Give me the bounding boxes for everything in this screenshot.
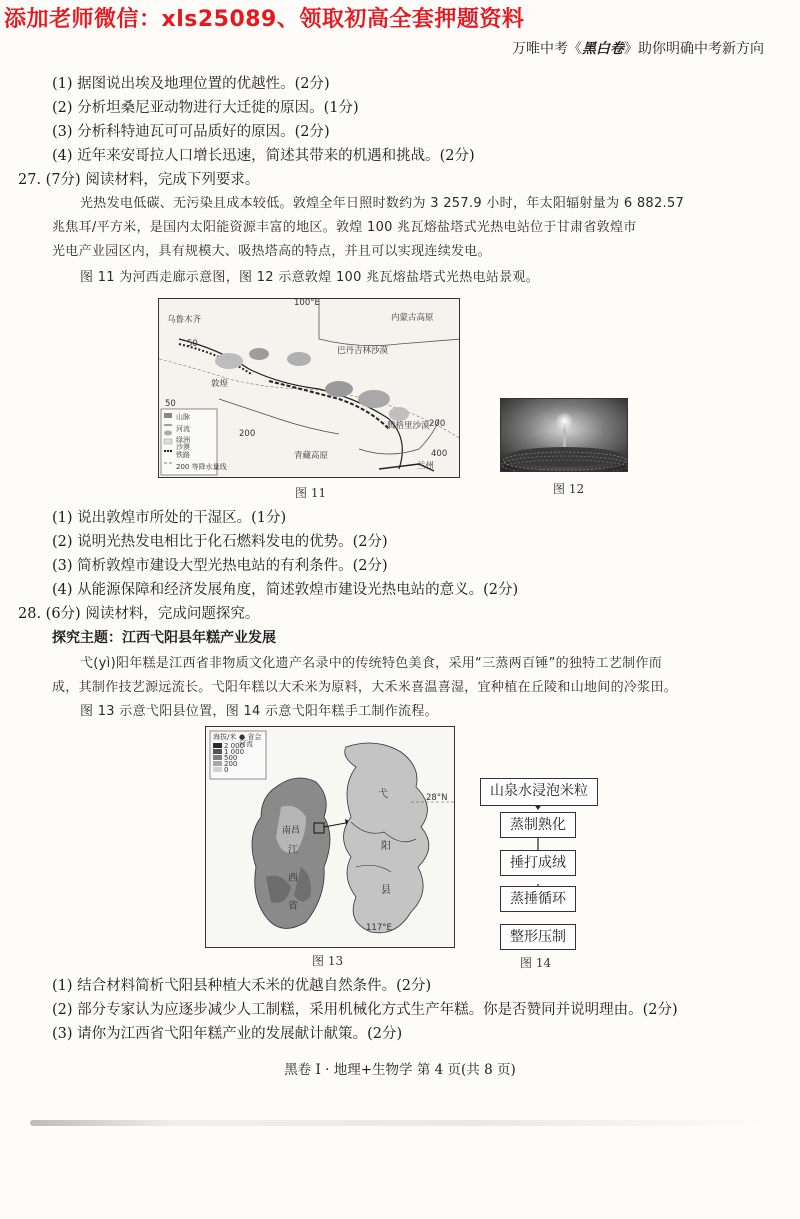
- map13-county-char: 县: [381, 885, 391, 896]
- jiangxi-map-drawing: [206, 727, 455, 948]
- figure-11-hexi-corridor-map: [158, 298, 460, 478]
- map13-province-char: 西: [288, 873, 298, 884]
- watermark-banner: 添加老师微信：xls25089、领取初高全套押题资料: [4, 7, 525, 32]
- map11-legend-item: 沙漠: [176, 443, 190, 451]
- map11-legend-item: 绿洲: [176, 436, 190, 444]
- scan-edge-shadow: [30, 1120, 770, 1126]
- q27-question-3: (3) 简析敦煌市建设大型光热电站的有利条件。(2分): [52, 558, 388, 574]
- map11-contour-label: 50: [187, 339, 198, 349]
- brand-name: 黑白卷: [582, 41, 624, 57]
- running-header-suffix: 》助你明确中考新方向: [624, 41, 764, 57]
- map13-city-label: 南昌: [282, 826, 301, 836]
- map11-legend-item: 河流: [176, 425, 190, 433]
- map11-region-label: 腾格里沙漠: [387, 421, 430, 431]
- map11-region-label: 巴丹吉林沙漠: [337, 346, 389, 356]
- map11-legend-item: 200 等降水量线: [176, 463, 227, 471]
- map13-legend-value: 500: [224, 754, 238, 762]
- flow-step-cycle: 蒸捶循环: [500, 886, 576, 912]
- map11-longitude-label: 100°E: [294, 298, 320, 308]
- figure-13-yiyang-location-map: [205, 726, 455, 948]
- map11-region-label: 青藏高原: [294, 451, 329, 461]
- q27-material-line-1: 光热发电低碳、无污染且成本较低。敦煌全年日照时数约为 3 257.9 小时，年太阳辐射量为 6 882.57: [80, 196, 685, 211]
- q28-material-line-3: 图 13 示意弋阳县位置，图 14 示意弋阳年糕手工制作流程。: [80, 704, 438, 719]
- map11-region-label: 内蒙古高原: [391, 313, 434, 323]
- figure-13-caption: 图 13: [312, 954, 344, 968]
- map13-county-char: 阳: [381, 841, 391, 852]
- map13-legend-value: 1 000: [224, 748, 245, 756]
- map11-legend-item: 山脉: [176, 413, 190, 421]
- map11-contour-label: 400: [431, 449, 448, 459]
- map11-city-label: 兰州: [417, 461, 435, 471]
- map13-longitude-label: 117°E: [366, 923, 392, 933]
- figure-12-solar-plant-photo: [500, 398, 628, 472]
- figure-11-caption: 图 11: [295, 486, 327, 500]
- q28-question-2: (2) 部分专家认为应逐步减少人工制糕，采用机械化方式生产年糕。你是否赞同并说明理由。(2分): [52, 1002, 678, 1018]
- map13-county-char: 弋: [378, 789, 388, 800]
- q27-material-line-4: 图 11 为河西走廊示意图，图 12 示意敦煌 100 兆瓦熔盐塔式光热电站景观。: [80, 270, 539, 285]
- q27-question-1: (1) 说出敦煌市所处的干湿区。(1分): [52, 510, 287, 526]
- flow-step-pound: 捶打成绒: [500, 850, 576, 876]
- flow-step-soak: 山泉水浸泡米粒: [480, 778, 598, 806]
- solar-tower-photo-drawing: [501, 399, 628, 472]
- q27-question-4: (4) 从能源保障和经济发展角度，简述敦煌市建设光热电站的意义。(2分): [52, 582, 519, 598]
- q26-item-2: (2) 分析坦桑尼亚动物进行大迁徙的原因。(1分): [52, 100, 359, 116]
- map13-latitude-label: 28°N: [426, 793, 448, 803]
- q28-topic: 探究主题：江西弋阳县年糕产业发展: [52, 630, 276, 646]
- map11-contour-label: 50: [165, 399, 176, 409]
- map13-legend-extra: 河流: [239, 740, 253, 748]
- map13-legend-title: 海拔/米: [213, 733, 237, 741]
- running-header: [512, 38, 764, 58]
- flow-step-shape: 整形压制: [500, 924, 576, 950]
- map13-legend-value: 0: [224, 766, 229, 774]
- map13-legend-extra: ● 省会: [239, 733, 262, 741]
- page-footer: 黑卷 I · 地理+生物学 第 4 页(共 8 页): [284, 1062, 516, 1078]
- map13-legend-value: 200: [224, 760, 238, 768]
- map13-province-char: 江: [288, 845, 298, 856]
- map11-contour-label: 200: [429, 419, 446, 429]
- map11-legend-item: 铁路: [176, 451, 190, 459]
- q28-material-line-2: 成，其制作技艺源远流长。弋阳年糕以大禾米为原料，大禾米喜温喜湿，宜种植在丘陵和山地间的冷浆田。: [52, 680, 678, 695]
- figure-12-caption: 图 12: [553, 482, 585, 496]
- q28-material-line-1: 弋(yì)阳年糕是江西省非物质文化遗产名录中的传统特色美食，采用“三蒸两百锤”的独特工艺制作而: [80, 656, 663, 671]
- map11-city-label: 乌鲁木齐: [167, 315, 202, 325]
- q27-question-2: (2) 说明光热发电相比于化石燃料发电的优势。(2分): [52, 534, 388, 550]
- q27-material-line-2: 兆焦耳/平方米，是国内太阳能资源丰富的地区。敦煌 100 兆瓦熔盐塔式光热电站位于甘肃省敦煌市: [52, 220, 637, 235]
- q26-item-4: (4) 近年来安哥拉人口增长迅速，简述其带来的机遇和挑战。(2分): [52, 148, 475, 164]
- figure-14-caption: 图 14: [520, 956, 552, 970]
- q28-question-1: (1) 结合材料简析弋阳县种植大禾米的优越自然条件。(2分): [52, 978, 432, 994]
- running-header-prefix: 万唯中考《: [512, 41, 582, 57]
- q28-question-3: (3) 请你为江西省弋阳年糕产业的发展献计献策。(2分): [52, 1026, 403, 1042]
- q28-heading: 28. (6分) 阅读材料，完成问题探究。: [18, 606, 260, 622]
- map11-city-label: 敦煌: [211, 379, 229, 389]
- q26-item-1: (1) 据图说出埃及地理位置的优越性。(2分): [52, 76, 330, 92]
- map13-legend-value: 2 000: [224, 742, 245, 750]
- map13-province-char: 省: [288, 901, 298, 912]
- q27-material-line-3: 光电产业园区内，具有规模大、吸热塔高的特点，并且可以实现连续发电。: [52, 244, 491, 259]
- q26-item-3: (3) 分析科特迪瓦可可品质好的原因。(2分): [52, 124, 330, 140]
- flow-step-steam: 蒸制熟化: [500, 812, 576, 838]
- map11-contour-label: 200: [239, 429, 256, 439]
- q27-heading: 27. (7分) 阅读材料，完成下列要求。: [18, 172, 260, 188]
